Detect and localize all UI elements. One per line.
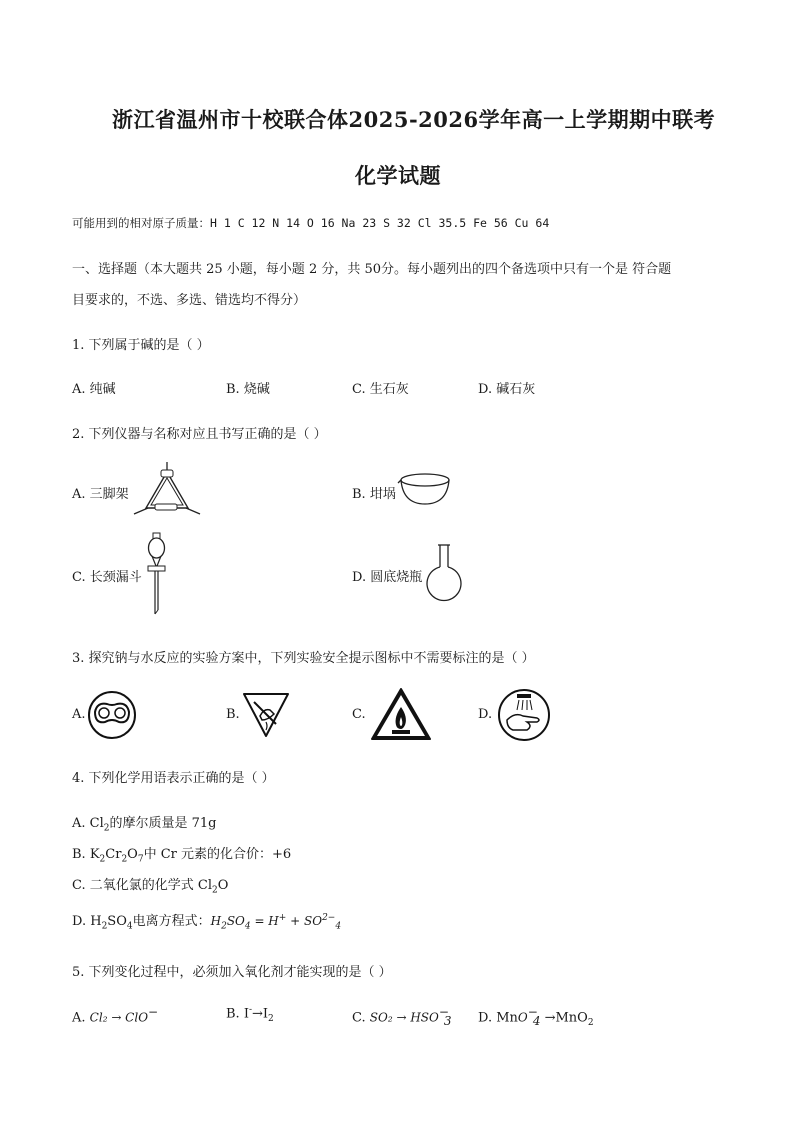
q5-option-b: B. $I^-\to I_2$ (226, 1005, 274, 1024)
q5-option-d: D. MnO−$_4$ →MnO$_2$ (478, 1005, 594, 1028)
q1-option-b: B. 烧碱 (226, 382, 270, 397)
q2-option-a: A. 三脚架 (72, 487, 129, 502)
separatory-funnel-icon (142, 532, 172, 617)
atomic-mass-line: 可能用到的相对原子质量：H 1 C 12 N 14 O 16 Na 23 S 32 Cl 35.5 Fe 56 Cu 64 (72, 216, 550, 230)
q3-stem: 3. 探究钠与水反应的实验方案中，下列实验安全提示图标中不需要标注的是（ ） (72, 651, 535, 666)
q3-option-d: D. (478, 707, 493, 722)
q1-stem: 1. 下列属于碱的是（ ） (72, 338, 210, 353)
q4-option-a: A. $Cl_2$的摩尔质量是 71g (72, 816, 217, 834)
q3-option-a: A. (72, 707, 86, 722)
q3-option-b: B. (226, 707, 240, 722)
section-instruction-line1: 一、选择题（本大题共 25 小题，每小题 2 分，共 50分。每小题列出的四个备选项中只有一个是 符合题 (72, 262, 672, 277)
q3-option-c: C. (352, 707, 366, 722)
crucible-icon (398, 472, 453, 507)
q4-stem: 4. 下列化学用语表示正确的是（ ） (72, 771, 275, 786)
q5-option-a: A. Cl₂ → ClO− (72, 1005, 159, 1026)
q1-option-c: C. 生石灰 (352, 382, 409, 397)
q4-d-equation: $H_2SO_4 = H^+ + SO^{2-}_4$ (210, 913, 342, 932)
q1-option-d: D. 碱石灰 (478, 382, 536, 397)
q5-option-c: C. $SO_2 \to HSO^-_3$ (352, 1005, 452, 1028)
q1-option-a: A. 纯碱 (72, 382, 116, 397)
safety-goggles-icon (87, 690, 137, 740)
round-bottom-flask-icon (425, 543, 465, 605)
q2-option-c: C. 长颈漏斗 (72, 570, 142, 585)
page-subtitle: 化学试题 (355, 163, 441, 188)
flame-hazard-icon (370, 687, 432, 742)
page-title: 浙江省温州市十校联合体2025-2026学年高一上学期期中联考 (112, 107, 716, 132)
q2-stem: 2. 下列仪器与名称对应且书写正确的是（ ） (72, 427, 327, 442)
q4-option-d: D. $H_2SO_4$电离方程式：$H_2SO_4 = H^+ + SO^{2-}_4$ (72, 913, 342, 932)
q4-option-c: C. 二氧化氯的化学式 $Cl_2O$ (72, 878, 229, 896)
no-touch-hazard-icon (240, 690, 292, 740)
q5-stem: 5. 下列变化过程中，必须加入氧化剂才能实现的是（ ） (72, 965, 392, 980)
clay-triangle-icon (130, 460, 205, 520)
section-instruction-line2: 目要求的，不选、多选、错选均不得分） (72, 293, 307, 308)
hand-wash-icon (497, 688, 552, 742)
q2-option-b: B. 坩埚 (352, 487, 396, 502)
q2-option-d: D. 圆底烧瓶 (352, 570, 423, 585)
q4-option-b: B. $K_2Cr_2O_7$中 Cr 元素的化合价：+6 (72, 847, 292, 865)
